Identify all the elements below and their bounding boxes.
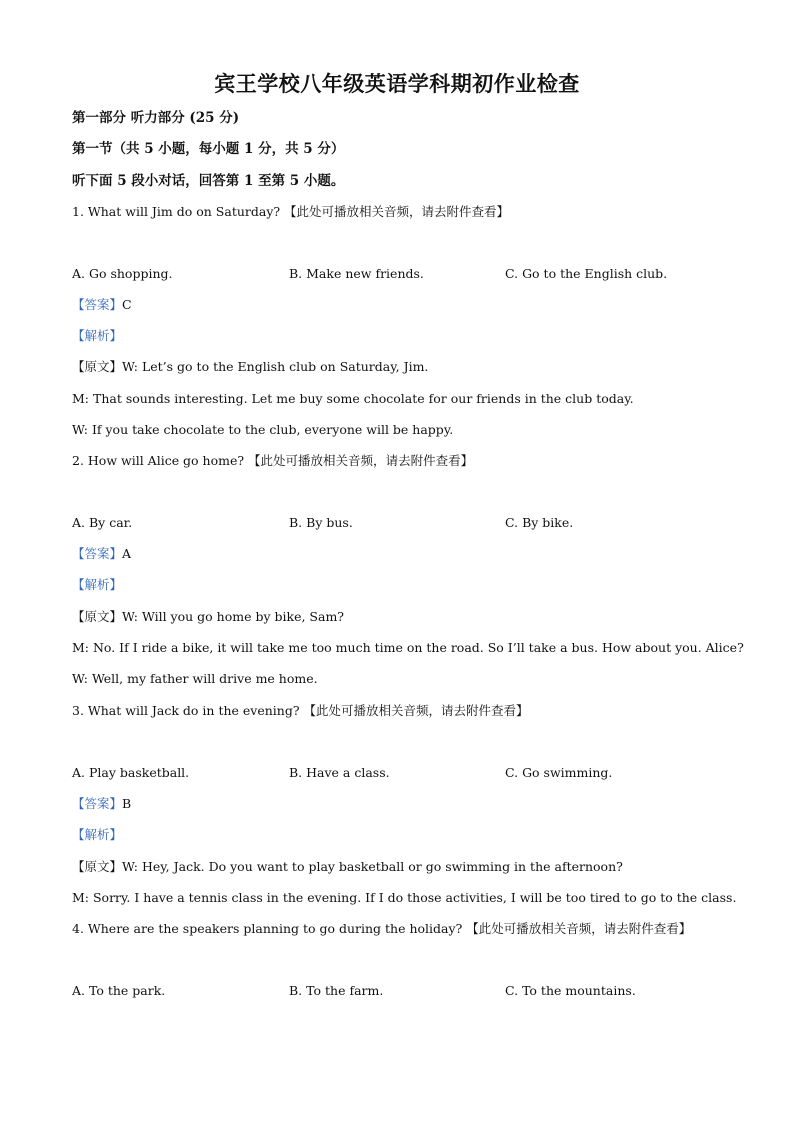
question-4-option-a: A. To the park. <box>72 983 166 998</box>
answer-label: 【答案】 <box>72 546 123 561</box>
transcript-text: W: Hey, Jack. Do you want to play basketball or go swimming in the afternoon? <box>122 859 623 874</box>
question-2-transcript-line-1 <box>72 608 732 626</box>
answer-label: 【答案】 <box>72 297 123 312</box>
transcript-text: W: Will you go home by bike, Sam? <box>122 609 344 624</box>
question-3-option-a: A. Play basketball. <box>72 765 190 780</box>
question-1-option-b: B. Make new friends. <box>289 266 424 281</box>
answer-value: B <box>122 796 132 811</box>
instruction-text: 听下面 5 段小对话，回答第 1 至第 5 小题。 <box>72 173 345 189</box>
transcript-text: W: Let’s go to the English club on Saturday, Jim. <box>122 359 429 374</box>
question-1-stem: 1. What will Jim do on Saturday? 【此处可播放相关音频，请去附件查看】 <box>72 204 510 219</box>
question-1-option-c: C. Go to the English club. <box>505 266 668 281</box>
question-2-transcript-line-3: W: Well, my father will drive me home. <box>72 671 318 686</box>
original-label: 【原文】 <box>72 609 123 624</box>
question-4-stem: 4. Where are the speakers planning to go during the holiday? 【此处可播放相关音频，请去附件查看】 <box>72 921 692 936</box>
original-label: 【原文】 <box>72 859 123 874</box>
answer-value: A <box>122 546 132 561</box>
question-1-option-a: A. Go shopping. <box>72 266 173 281</box>
question-3-transcript-line-2: M: Sorry. I have a tennis class in the evening. If I do those activities, I will be too tired to go to the class. <box>72 890 737 905</box>
question-1-transcript-line-2: M: That sounds interesting. Let me buy some chocolate for our friends in the club today. <box>72 391 634 406</box>
original-label: 【原文】 <box>72 359 123 374</box>
question-3-transcript-line-1 <box>72 858 732 876</box>
question-1-transcript-line-1 <box>72 358 732 376</box>
question-1-analysis-label: 【解析】 <box>72 328 123 343</box>
question-2-answer <box>72 545 732 563</box>
document-title: 宾王学校八年级英语学科期初作业检查 <box>214 71 580 96</box>
question-4-option-c: C. To the mountains. <box>505 983 636 998</box>
question-3-stem: 3. What will Jack do in the evening? 【此处可播放相关音频，请去附件查看】 <box>72 703 529 718</box>
question-3-answer <box>72 795 732 813</box>
question-3-option-b: B. Have a class. <box>289 765 390 780</box>
question-3-analysis-label: 【解析】 <box>72 827 123 842</box>
question-3-option-c: C. Go swimming. <box>505 765 613 780</box>
answer-value: C <box>122 297 132 312</box>
question-1-transcript-line-3: W: If you take chocolate to the club, everyone will be happy. <box>72 422 454 437</box>
question-1-answer <box>72 296 732 314</box>
question-2-analysis-label: 【解析】 <box>72 577 123 592</box>
answer-label: 【答案】 <box>72 796 123 811</box>
subsection-heading: 第一节（共 5 小题，每小题 1 分，共 5 分） <box>72 141 345 157</box>
question-2-transcript-line-2: M: No. If I ride a bike, it will take me too much time on the road. So I’ll take a bus. How about you. Alice? <box>72 640 744 655</box>
question-2-stem: 2. How will Alice go home? 【此处可播放相关音频，请去附件查看】 <box>72 453 474 468</box>
question-2-option-c: C. By bike. <box>505 515 574 530</box>
question-2-option-a: A. By car. <box>72 515 133 530</box>
section-part-heading: 第一部分 听力部分 (25 分) <box>72 110 240 126</box>
question-2-option-b: B. By bus. <box>289 515 353 530</box>
question-4-option-b: B. To the farm. <box>289 983 384 998</box>
